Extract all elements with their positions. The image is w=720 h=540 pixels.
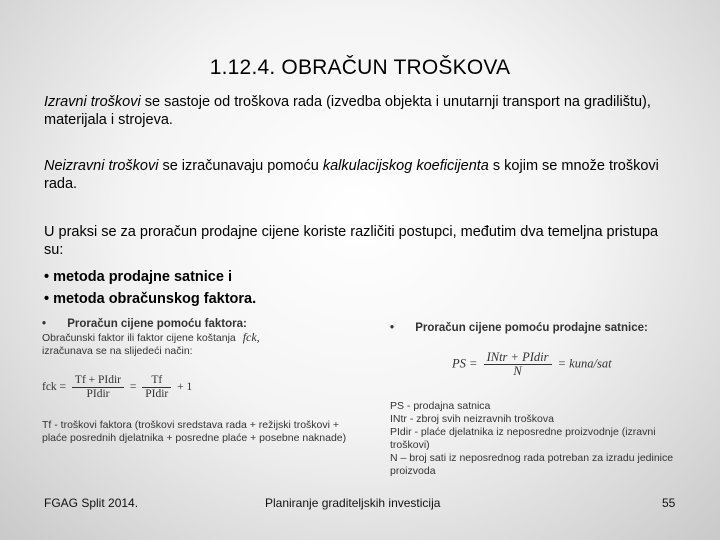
factor-line-2: izračunava se na slijedeći način:: [42, 345, 193, 357]
formula-lhs: fck =: [42, 381, 67, 394]
equals-sign: =: [129, 381, 137, 394]
formula-lhs: PS =: [452, 356, 478, 371]
factor-note: Tf - troškovi faktora (troškovi sredstava rada + režijski troškovi + plaće posrednih djelatnika + posredne plaće + posebne naknade): [42, 419, 347, 444]
term-direct-costs: Izravni troškovi: [44, 94, 141, 110]
approach-list: [44, 266, 256, 310]
hourly-rate-formula: [452, 351, 690, 378]
definition-item: PS - prodajna satnica: [390, 400, 491, 412]
definition-item: INtr - zbroj svih neizravnih troškova: [390, 413, 554, 425]
hourly-rate-heading: [390, 322, 690, 335]
hourly-rate-panel: [390, 322, 690, 478]
formula-unit: = kuna/sat: [557, 356, 612, 371]
bullet: •: [42, 318, 47, 330]
factor-description: [42, 331, 362, 345]
page-number: 55: [662, 496, 676, 510]
fraction: $\frac{\text{Tf + PIdir}}{\text{PIdir}}$: [72, 374, 124, 401]
indirect-text-b: s kojim se množe troškovi rada.: [44, 158, 659, 192]
heading-text: Proračun cijene pomoću prodajne satnice:: [415, 322, 648, 334]
bullet: •: [390, 322, 395, 334]
slide-title: 1.12.4. OBRAČUN TROŠKOVA: [209, 56, 511, 79]
factor-method-heading: [42, 318, 362, 331]
factor-method-panel: [42, 318, 362, 445]
list-item: • metoda prodajne satnice i: [44, 269, 232, 285]
footer-center: Planiranje graditeljskih investicija: [265, 496, 441, 510]
term-indirect-costs: Neizravni troškovi: [44, 158, 159, 174]
factor-line-1: Obračunski faktor ili faktor cijene koštanja: [42, 332, 236, 344]
paragraph-indirect-costs: [44, 157, 674, 193]
factor-symbol: fck,: [242, 330, 260, 344]
paragraph-approaches: U praksi se za proračun prodajne cijene koriste različiti postupci, međutim dva temeljna pristupa su:: [44, 224, 659, 258]
definitions: [390, 400, 690, 478]
term-coefficient: kalkulacijskog koeficijenta: [322, 158, 489, 174]
definition-item: N – broj sati iz neposrednog rada potreban za izradu jedinice proizvoda: [390, 452, 674, 477]
factor-formula: [42, 374, 362, 401]
definition-item: PIdir - plaće djelatnika iz neposredne proizvodnje (izravni troškovi): [390, 426, 656, 451]
plus-one: + 1: [177, 381, 193, 394]
indirect-text-a: se izračunavaju pomoću: [158, 158, 323, 174]
footer-left: FGAG Split 2014.: [44, 496, 139, 510]
heading-text: Proračun cijene pomoću faktora:: [67, 318, 247, 330]
paragraph-direct-costs: [44, 93, 674, 129]
list-item: • metoda obračunskog faktora.: [44, 291, 257, 307]
fraction: $\frac{\text{INtr + PIdir}}{N}$: [484, 351, 552, 378]
direct-costs-text: se sastoje od troškova rada (izvedba objekta i unutarnji transport na gradilištu), materijala i strojeva.: [44, 94, 651, 128]
fraction: $\frac{Tf}{\text{PIdir}}$: [142, 374, 171, 401]
